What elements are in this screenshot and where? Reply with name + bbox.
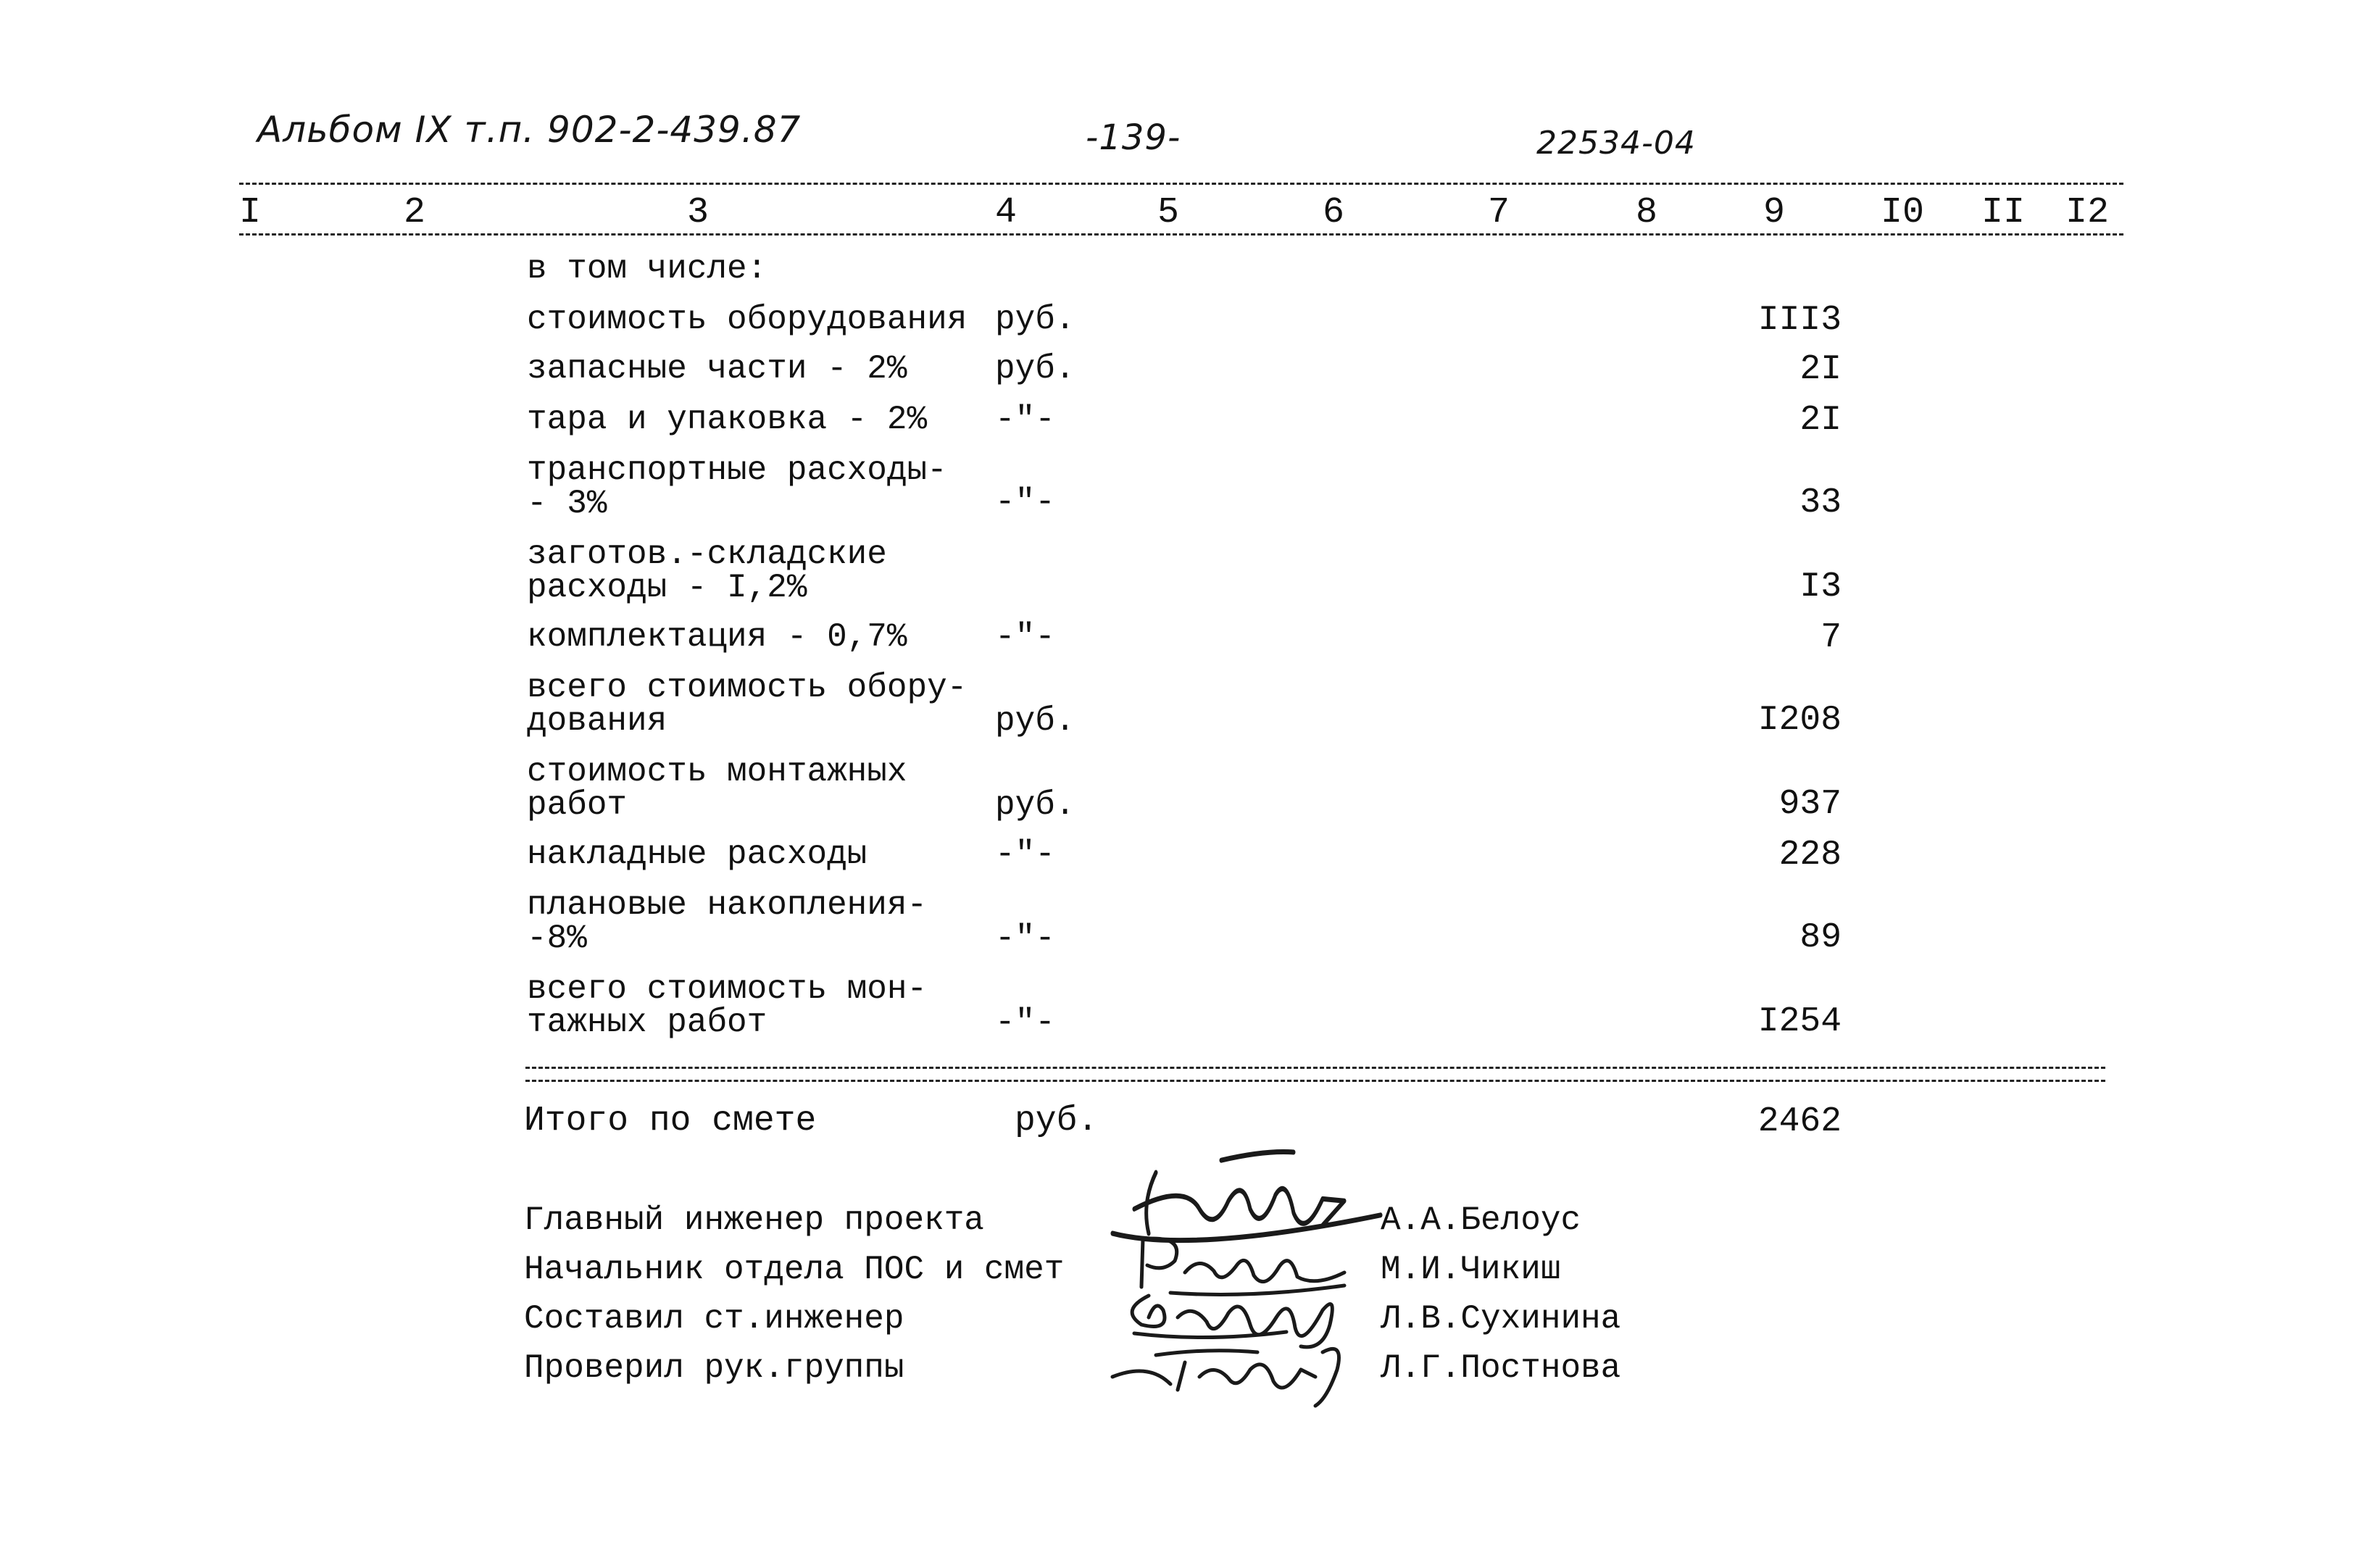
row-unit: -"- [995, 618, 1055, 656]
signature-title: Главный инженер проекта [524, 1201, 984, 1239]
row-value: 33 [1799, 483, 1842, 522]
row-description: плановые накопления- -8% [527, 886, 928, 957]
column-number: I [238, 192, 262, 233]
row-value: I254 [1757, 1002, 1842, 1041]
row-unit: -"- [995, 920, 1055, 957]
row-unit: -"- [995, 401, 1055, 438]
header-bottom-rule [239, 233, 2123, 236]
handwritten-signature [1105, 1333, 1366, 1406]
page-number: -139- [1086, 117, 1181, 158]
row-value: 2I [1799, 350, 1842, 389]
handwritten-signature [1105, 1142, 1366, 1244]
column-number: 3 [686, 192, 710, 233]
signature-name: А.А.Белоус [1381, 1201, 1581, 1239]
row-value: 2I [1799, 401, 1842, 440]
row-description: запасные части - 2% [527, 350, 907, 388]
album-reference: Альбом IX т.п. 902-2-439.87 [257, 109, 802, 151]
column-number: 6 [1322, 192, 1345, 233]
row-description: стоимость монтажных работ [527, 753, 907, 824]
row-description: транспортные расходы- - 3% [527, 451, 947, 522]
row-unit: -"- [995, 836, 1055, 873]
row-description: в том числе: [527, 250, 767, 288]
row-value: 7 [1821, 618, 1842, 657]
header-top-rule [239, 183, 2123, 185]
row-value: I3 [1799, 567, 1842, 607]
row-value: 937 [1778, 785, 1842, 824]
row-description: тара и упаковка - 2% [527, 401, 928, 438]
column-number: 9 [1763, 192, 1786, 233]
total-unit: руб. [1015, 1101, 1099, 1141]
column-number: I0 [1880, 192, 1925, 233]
row-value: 89 [1799, 918, 1842, 957]
total-value: 2462 [1757, 1102, 1842, 1141]
column-number: 4 [994, 192, 1018, 233]
row-description: заготов.-складские расходы - I,2% [527, 536, 887, 607]
row-description: всего стоимость мон- тажных работ [527, 970, 928, 1041]
column-number: 2 [403, 192, 426, 233]
column-number: 7 [1487, 192, 1510, 233]
total-top-rule [525, 1067, 2105, 1069]
row-unit: руб. [995, 301, 1075, 338]
column-number: II [1981, 192, 2026, 233]
row-unit: -"- [995, 1004, 1055, 1041]
signature-name: М.И.Чикиш [1381, 1251, 1561, 1288]
signature-name: Л.В.Сухинина [1381, 1300, 1621, 1338]
row-description: всего стоимость обору- дования [527, 669, 968, 740]
row-value: III3 [1757, 301, 1842, 340]
row-unit: руб. [995, 702, 1075, 740]
row-description: комплектация - 0,7% [527, 618, 907, 656]
row-value: 228 [1778, 836, 1842, 875]
row-description: стоимость оборудования [527, 301, 968, 338]
signature-row [0, 1348, 2380, 1391]
row-unit: руб. [995, 786, 1075, 824]
signature-title: Начальник отдела ПОС и смет [524, 1251, 1065, 1288]
column-number: 8 [1635, 192, 1658, 233]
signature-title: Проверил рук.группы [524, 1349, 904, 1387]
total-label: Итого по смете [524, 1101, 817, 1141]
document-code: 22534-04 [1536, 125, 1696, 162]
row-unit: -"- [995, 483, 1055, 521]
signature-title: Составил ст.инженер [524, 1300, 904, 1338]
row-value: I208 [1757, 701, 1842, 740]
column-number: I2 [2065, 192, 2110, 233]
row-description: накладные расходы [527, 836, 867, 873]
column-number: 5 [1157, 192, 1180, 233]
total-second-rule [525, 1080, 2105, 1082]
row-unit: руб. [995, 350, 1075, 388]
signature-name: Л.Г.Постнова [1381, 1349, 1621, 1387]
